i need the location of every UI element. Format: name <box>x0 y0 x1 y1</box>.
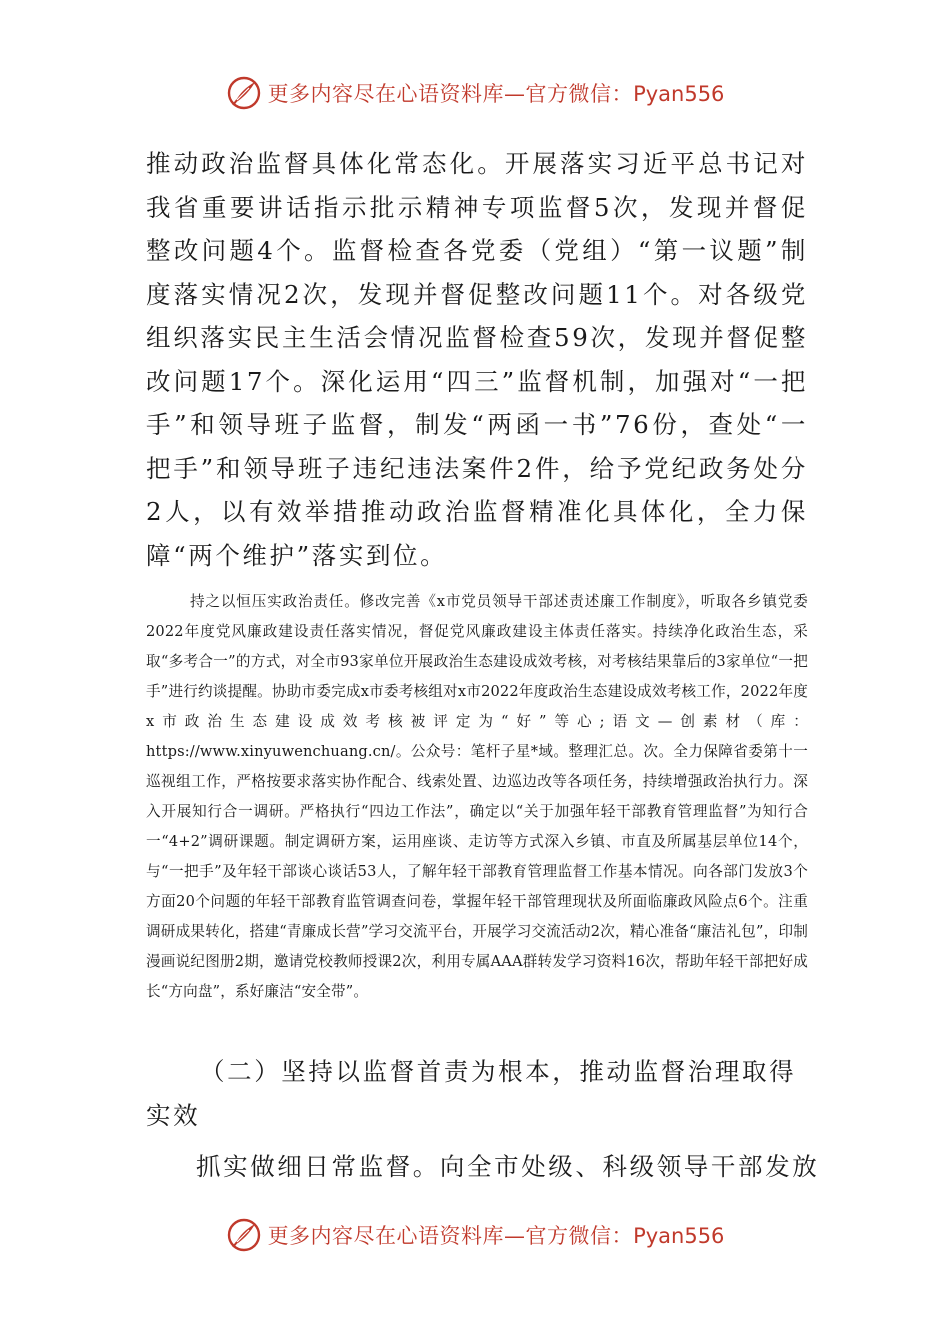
header-banner-text: 更多内容尽在心语资料库—官方微信：Pyan556 <box>267 82 725 106</box>
feather-pen-logo-icon <box>226 75 262 111</box>
footer-banner-handle: Pyan556 <box>633 1224 725 1248</box>
body-paragraph-3: 抓实做细日常监督。向全市处级、科级领导干部发放 <box>196 1152 820 1181</box>
body-paragraph-1: 推动政治监督具体化常态化。开展落实习近平总书记对我省重要讲话指示批示精神专项监督5次，发现并督促整改问题4个。监督检查各党委（党组）“第一议题”制度落实情况2次，发现并督促整改问题11个。对各级党组织落实民主生活会情况监督检查59次，发现并督促整改问题17个。深化运用“四三”监督机制，加强对“一把手”和领导班子监督，制发“两函一书”76份，查处“一把手”和领导班子违纪违法案件2件，给予党纪政务处分2人，以有效举措推动政治监督精准化具体化，全力保障“两个维护”落实到位。 <box>146 149 808 570</box>
header-banner-handle: Pyan556 <box>633 82 725 106</box>
footer-banner-text: 更多内容尽在心语资料库—官方微信：Pyan556 <box>267 1224 725 1248</box>
footer-banner <box>0 1210 950 1260</box>
body-paragraph-2: 持之以恒压实政治责任。修改完善《x市党员领导干部述责述廉工作制度》，听取各乡镇党委2022年度党风廉政建设责任落实情况，督促党风廉政建设主体责任落实。持续净化政治生态，采取“多考合一”的方式，对全市93家单位开展政治生态建设成效考核，对考核结果靠后的3家单位“一把手”进行约谈提醒。协助市委完成x市委考核组对x市2022年度政治生态建设成效考核工作，2022年度x市政治生态建设成效考核被评定为“好”等心;语文—创素材（库：https://www.xinyuwenchuang.cn/。公众号：笔杆子星*域。整理汇总。次。全力保障省委第十一巡视组工作，严格按要求落实协作配合、线索处置、边巡边改等各项任务，持续增强政治执行力。深入开展知行合一调研。严格执行“四边工作法”，确定以“关于加强年轻干部教育管理监督”为知行合一“4+2”调研课题。制定调研方案，运用座谈、走访等方式深入乡镇、市直及所属基层单位14个，与“一把手”及年轻干部谈心谈话53人，了解年轻干部教育管理监督工作基本情况。向各部门发放3个方面20个问题的年轻干部教育监管调查问卷，掌握年轻干部管理现状及所面临廉政风险点6个。注重调研成果转化，搭建“青廉成长营”学习交流平台，开展学习交流活动2次，精心准备“廉洁礼包”，印制漫画说纪图册2期，邀请党校教师授课2次，利用专属AAA群转发学习资料16次，帮助年轻干部把好成长“方向盘”，系好廉洁“安全带”。 <box>146 593 808 1000</box>
section-heading: （二）坚持以监督首责为根本，推动监督治理取得实效 <box>146 1057 797 1130</box>
header-banner <box>0 68 950 118</box>
feather-pen-logo-icon <box>226 1217 262 1253</box>
